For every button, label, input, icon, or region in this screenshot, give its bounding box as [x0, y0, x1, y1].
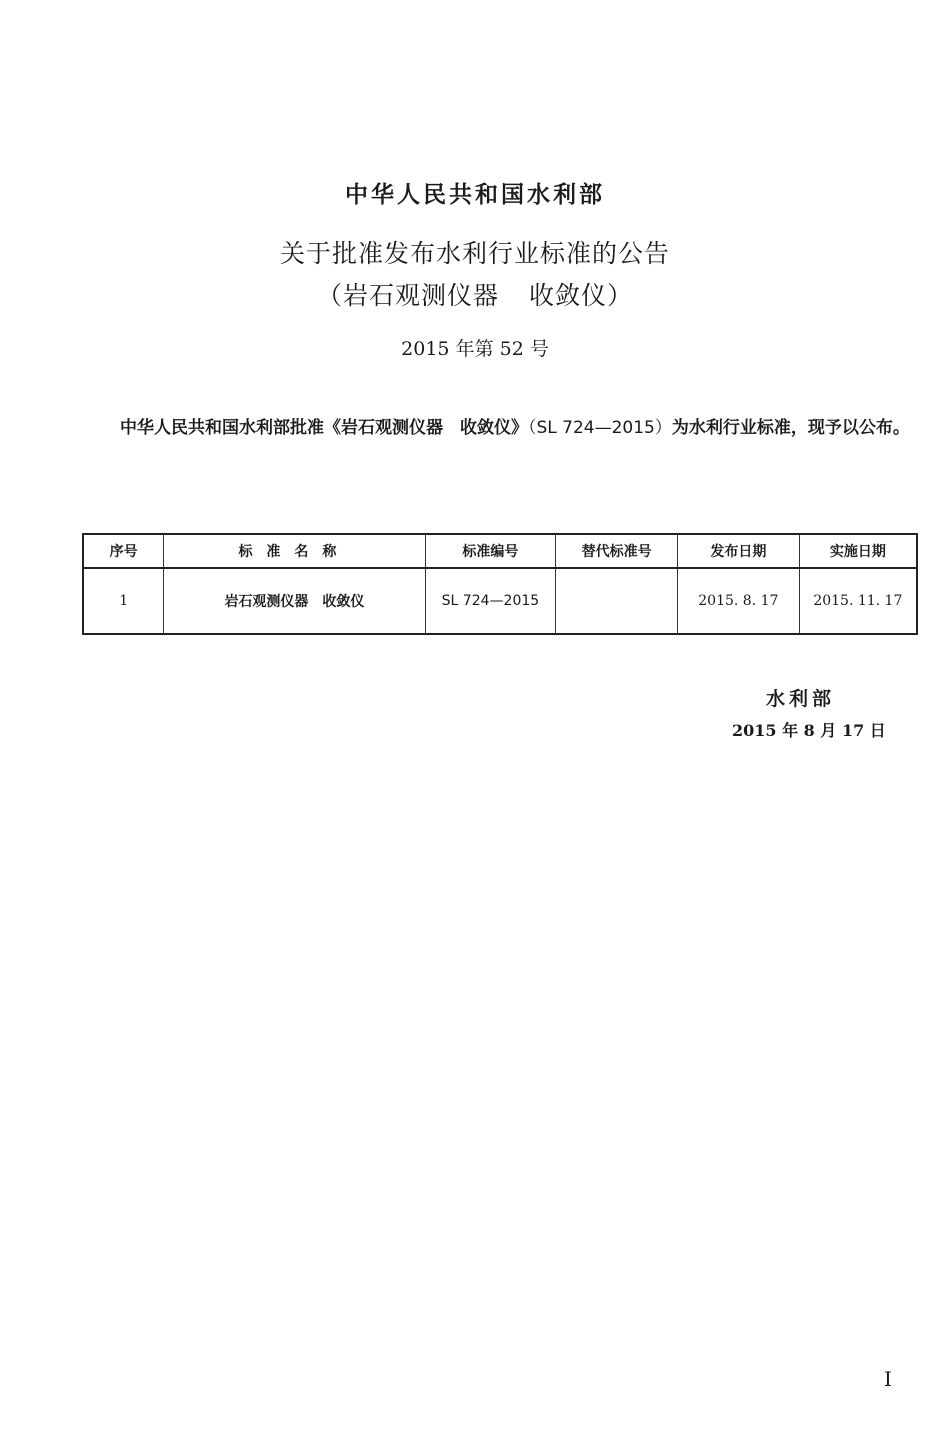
cell-index: 1 [83, 568, 164, 634]
col-header-index: 序号 [83, 534, 164, 568]
cell-name: 岩石观测仪器 收敛仪 [164, 568, 425, 634]
cell-publish-date: 2015. 8. 17 [677, 568, 799, 634]
notice-title: 关于批准发布水利行业标准的公告 [279, 239, 670, 268]
cell-effective-date: 2015. 11. 17 [799, 568, 917, 634]
signature-date: 2015 年 8 月 17 日 [732, 721, 886, 740]
notice-subtitle [0, 276, 950, 312]
notice-body [82, 412, 920, 445]
issuing-organization: 中华人民共和国水利部 [345, 181, 605, 208]
body-part-3: 为水利行业标准，现予以公布。 [671, 418, 910, 438]
col-header-publish-date: 发布日期 [677, 534, 799, 568]
col-header-name: 标准名称 [164, 534, 425, 568]
cell-code: SL 724—2015 [425, 568, 556, 634]
col-header-effective-date: 实施日期 [799, 534, 917, 568]
document-number: 2015 年第 52 号 [401, 338, 549, 360]
subtitle-part-2: 收敛仪） [529, 281, 634, 310]
body-part-1: 中华人民共和国水利部批准《岩石观测仪器 收敛仪》 [120, 418, 528, 438]
page-number: I [884, 1367, 892, 1391]
cell-replaces [556, 568, 678, 634]
table-header-row [83, 534, 917, 568]
standards-table [82, 533, 918, 635]
col-header-code: 标准编号 [425, 534, 556, 568]
body-standard-code: （SL 724—2015） [528, 418, 672, 438]
table-row [83, 568, 917, 634]
col-header-replaces: 替代标准号 [556, 534, 678, 568]
subtitle-part-1: （岩石观测仪器 [316, 281, 499, 310]
signature-org: 水利部 [766, 688, 836, 710]
